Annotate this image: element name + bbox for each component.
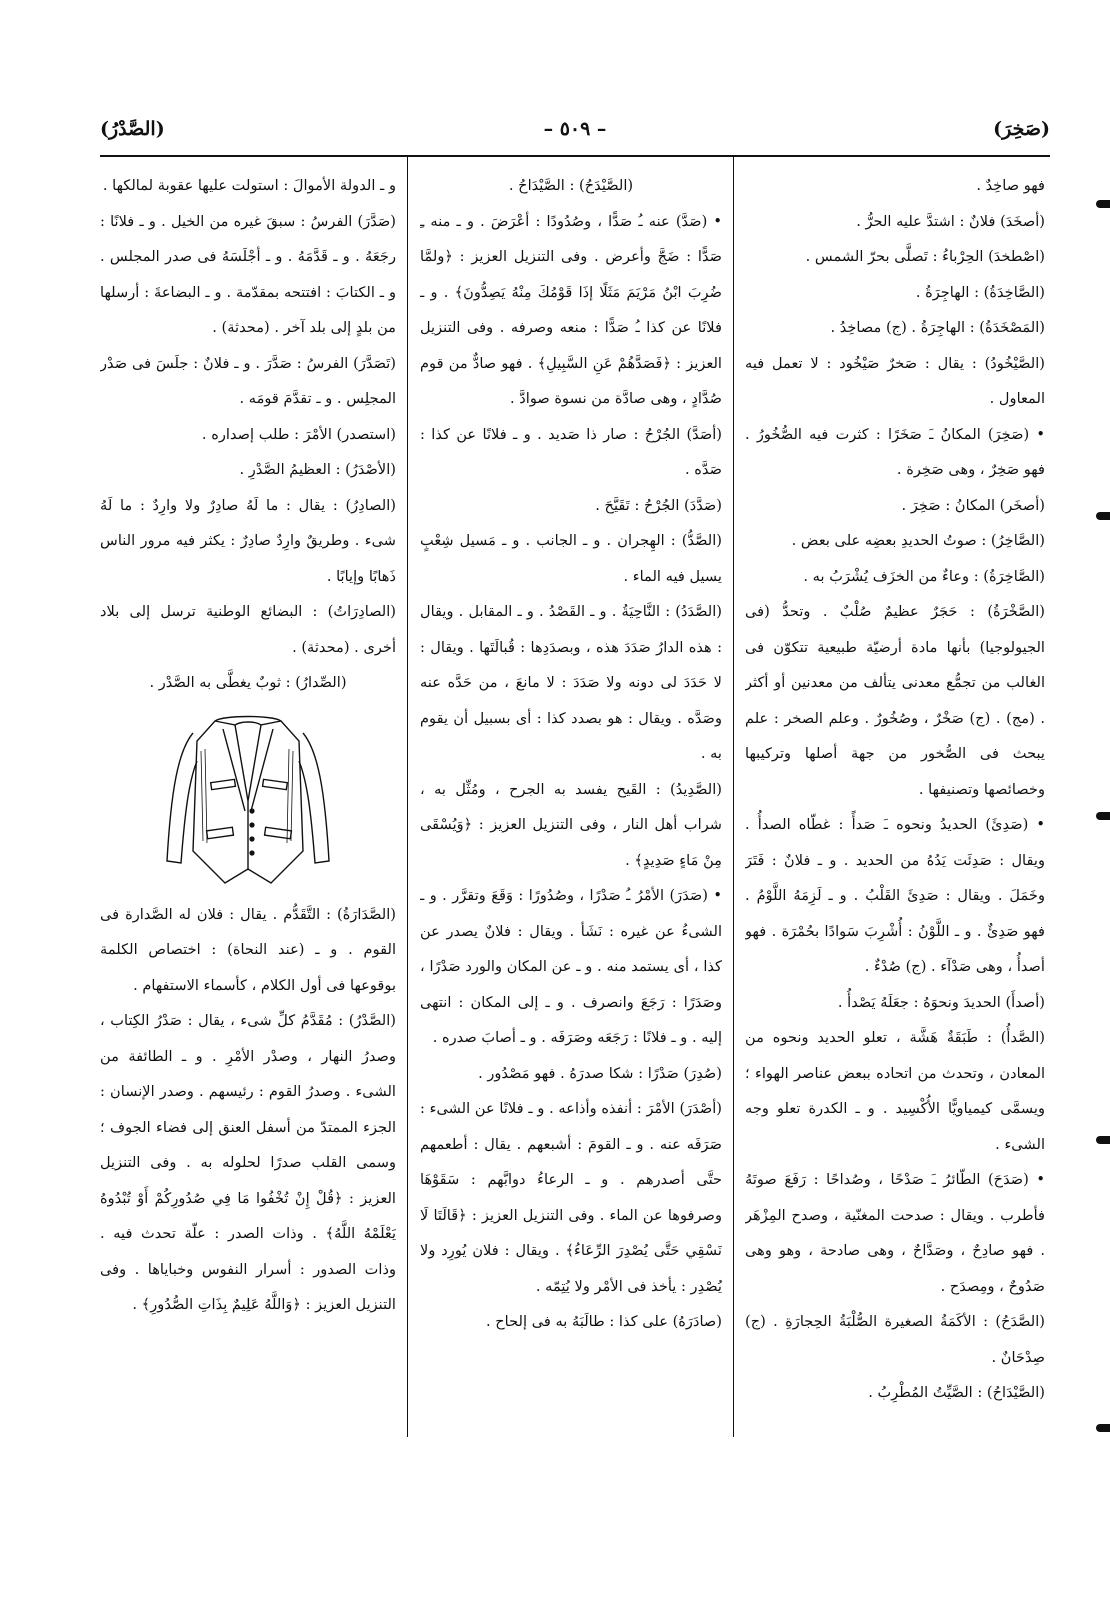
entry: (أصدأَ) الحديدَ ونحوَهُ : جعَلَهُ يَصْدأُ .	[837, 993, 1045, 1011]
entry: (صَدَّرَ) الفرسُ : سبقَ غيره من الخيل . و ـ فلانًا : رجَعَهُ . و ـ قَدَّمَهُ . و ـ أجْلَسَهُ فى صدر المجلس . و ـ الكتابَ : افتتحه بمقدّمة . و ـ البضاعةَ : أرسلها من بلدٍ إلى بلد آخر . (محدثة) .	[100, 212, 396, 336]
column-divider-left	[407, 157, 408, 1437]
entry: (أصْدَرَ) الأمْرَ : أنفذه وأذاعه . و ـ فلانًا عن الشىء : صَرَفَه عنه . و ـ القومَ : أشبعهم . يقال : أطعمهم حتَّى أصدرهم . و ـ الرعاءُ دوابَّهم : سَقَوْهَا وصرفوها عن الماء . وفى التنزيل العزيز : ﴿قَالَتَا لَا نَسْقِي حَتَّى يُصْدِرَ الرِّعَاءُ﴾ . ويقال : فلان يُورِد ولا يُصْدِر : يأخذ فى الأمْر ولا يُتِمّه .	[420, 1100, 722, 1295]
entry: (الصَّيْخُودُ) : يقال : صَخرٌ صَيْخُود : لا تعمل فيه المعاول .	[745, 354, 1045, 407]
entry: (الصَّاخِدَةُ) : الهاجِرَةُ .	[915, 283, 1045, 301]
entry: فهو صاخِدٌ .	[976, 177, 1045, 194]
entry: (الصَّدأُ) : طَبَقَةٌ هَشَّة ، تعلو الحديد ونحوه من المعادن ، وتحدث من اتحاده ببعض عناصر الهواء ؛ ويسمَّى كيمياويًّا الأُكْسِيد . و ـ الكدرة تعلو وجه الشىء .	[745, 1029, 1045, 1153]
header-left-keyword: (الصَّدْرُ)	[100, 118, 165, 140]
entry: (الصَّدَارَةُ) : التَّقَدُّم . يقال : فلان له الصَّدارة فى القوم . و ـ (عند النحاة) : اختصاص الكلمة بوقوعها فى أول الكلام ، كأسماء الاستفهام .	[100, 905, 396, 994]
entry: (الصَّيْدَحُ) : الصَّيْدَاحُ .	[508, 177, 634, 194]
entry: • (صَدِئَ) الحديدُ ونحوه ـَ صَدأً : غطّاه الصدأُ . ويقال : صَدِئَت يَدُهُ من الحديد . و ـ فلانٌ : فَتَرَ وخَمَلَ . ويقال : صَدِئَ القَلْبُ . و ـ لَزِمَهُ اللَّوْمُ . فهو صَدِئٌ . و ـ اللَّوْنُ : أُشْرِبَ سَوادًا بحُمْرَة . فهو أصدأُ ، وهى صَدْآء . (ج) صُدْءٌ .	[745, 816, 1045, 975]
entry: • (صَدَحَ) الطّائرُ ـَ صَدْحًا ، وصُداحًا : رَفَعَ صوتَهُ فأطرب . ويقال : صدحت المغنّية ، وصدح المِزْهَر . فهو صادِحٌ ، وصَدَّاحٌ ، وهى صادحة ، وهو وهى صَدُوحٌ ، ومِصدَح .	[745, 1171, 1045, 1295]
page-header	[100, 112, 1050, 152]
entry: (الصَّدَحُ) : الأكَمَةُ الصغيرة الصُّلْبَةُ الحِجارَةِ . (ج) صِدْحَانٌ .	[745, 1313, 1045, 1366]
entry: (المَصْخَدَةُ) : الهاجِرَةُ . (ج) مصاخِدُ .	[830, 319, 1045, 336]
entry: (الصَّدَدُ) : النَّاحِيَةُ . و ـ القَصْدُ . و ـ المقابل . ويقال : هذه الدارُ صَدَدَ هذه ، وبصدَدِها : قُبالَتَها . ويقال : لا حَدَدَ لى دونه ولا صَدَدَ : لا مانعَ ، من حَدَّه عنه وصَدَّه . ويقال : هو بصدد كذا : أى بسبيل أن يقوم به .	[420, 603, 722, 762]
header-right-keyword: (صَخِرَ)	[993, 118, 1050, 140]
scan-mark	[1096, 812, 1110, 820]
entry: (اصْطخدَ) الحِرْباءُ : تَصلَّى بحرّ الشمس .	[805, 248, 1045, 265]
entry: (الصَّدْرُ) : مُقَدَّمُ كلِّ شىء ، يقال : صَدْرُ الكِتاب ، وصدرُ النهار ، وصدْر الأمْرِ . و ـ الطائفة من الشىء . وصدرُ القوم : رئيسهم . وصدر الإنسان : الجزء الممتدّ من أسفل العنق إلى فضاء الجوف ؛ وسمى القلب صدرًا لحلوله به . وفى التنزيل العزيز : ﴿قُلْ إِنْ تُخْفُوا مَا فِي صُدُورِكُمْ أَوْ تُبْدُوهُ يَعْلَمْهُ اللَّهُ﴾ . وذات الصدر : علّة تحدث فيه . وذات الصدور : أسرار النفوس وخباياها . وفى التنزيل العزيز : ﴿وَاللَّهُ عَلِيمٌ بِذَاتِ الصُّدُورِ﴾ .	[100, 1012, 396, 1313]
entry: (استصدر) الأمْرَ : طلب إصداره .	[201, 425, 396, 443]
entry: (أصخَر) المكانُ : صَخِرَ .	[901, 496, 1045, 514]
entry: (الصِّدارُ) : ثوبٌ يغطَّى به الصَّدْر .	[149, 674, 347, 691]
entry: • (صَدَرَ) الأمْرُ ـُ صَدْرًا ، وصُدُورًا : وَقَعَ وتقرَّر . و ـ الشىءُ عن غيره : نَشَأ . ويقال : فلانٌ يصدر عن كذا ، أى يستمد منه . و ـ عن المكان والورد صَدْرًا ، وصَدَرًا : رَجَعَ وانصرف . و ـ إلى المكان : انتهى إليه . و ـ فلانًا : رَجَعَه وصَرَفَه . و ـ أصابَ صدره .	[420, 887, 722, 1046]
scan-mark	[1096, 1136, 1110, 1144]
entry: (الصَّيْدَاحُ) : الصَّيِّتُ المُطْرِبُ .	[868, 1384, 1045, 1401]
entry: (صَدَّدَ) الجُرْحُ : تَقَيَّحَ .	[595, 496, 722, 514]
vest-illustration	[153, 711, 343, 893]
header-rule	[100, 155, 1050, 157]
entry: (الصادِرَاتُ) : البضائع الوطنية ترسل إلى بلاد أخرى . (محدثة) .	[100, 603, 396, 656]
entry: (الصَّاخِرَةُ) : وعاءٌ من الخزَف يُشْرَبُ به .	[803, 567, 1045, 585]
entry: (صُدِرَ) صَدْرًا : شكا صدرَهُ . فهو مَصْدُور .	[478, 1064, 722, 1082]
entry: (أصخَدَ) فلانٌ : اشتدَّ عليه الحرُّ .	[856, 212, 1045, 230]
entry: (الصَّخْرَةُ) : حَجَرٌ عظيمٌ صُلْبٌ . وتحدُّ (فى الجيولوجيا) بأنها مادة أرضيّة طبيعية تتكوّن فى الغالب من تجمُّع معدنى يتألف من معدنين أو أكثر . (مج) . (ج) صَخْرٌ ، وصُخُورٌ . وعلم الصخر : علم يبحث فى الصُّخور من جهة أصلها وتركيبها وخصائصها وتصنيفها .	[745, 603, 1045, 798]
entry: • (صَخِرَ) المكانُ ـَ صَخَرًا : كثرت فيه الصُّخُورُ . فهو صَخِرٌ ، وهى صَخِرة .	[745, 425, 1045, 478]
column-left	[100, 168, 396, 1438]
entry: (الصادِرُ) : يقال : ما لَهُ صادِرٌ ولا وارِدٌ : ما لَهُ شىء . وطريقٌ وارِدٌ صادِرٌ : يكثر فيه مرور الناس ذَهابًا وإيابًا .	[100, 496, 396, 585]
entry: (الأصْدَرُ) : العظيمُ الصَّدْرِ .	[239, 461, 396, 478]
entry: (الصَّدِيدُ) : القَيح يفسد به الجرح ، ومُثِّل به ، شراب أهل النار ، وفى التنزيل العزيز : ﴿وَيُسْقَى مِنْ مَاءٍ صَدِيدٍ﴾ .	[420, 780, 722, 869]
entry: (تَصَدَّرَ) الفرسُ : صَدَّرَ . و ـ فلانٌ : جلَسَ فى صَدْر المجلِس . و ـ تقدَّمَ قومَه .	[100, 354, 396, 407]
column-divider-right	[733, 157, 734, 1437]
vest-icon	[153, 711, 343, 893]
scan-mark	[1096, 200, 1110, 208]
entry: (صادَرَهُ) على كذا : طالَبَهُ به فى إلحاح .	[485, 1313, 722, 1330]
entry: • (صَدَّ) عنه ـُ صَدًّا ، وصُدُودًا : أعْرَضَ . و ـ منه ـِ صَدًّا : ضَجَّ وأعرض . وفى التنزيل العزيز : ﴿ولمَّا ضُرِبَ ابْنُ مَرْيَمَ مَثَلًا إذَا قَوْمُكَ مِنْهُ يَصِدُّونَ﴾ . و ـ فلانًا عن كذا ـُ صَدًّا : منعه وصرفه . وفى التنزيل العزيز : ﴿فَصَدَّهُمْ عَنِ السَّبِيلِ﴾ . فهو صادٌّ من قوم صُدَّادٍ ، وهى صادَّة من نسوة صوادَّ .	[420, 212, 722, 407]
scan-mark	[1096, 512, 1110, 520]
entry: (أصَدَّ) الجُرْحُ : صار ذا صَديد . و ـ فلانًا عن كذا : صَدَّه .	[420, 425, 722, 478]
column-middle	[420, 168, 722, 1438]
scan-mark	[1096, 1424, 1110, 1432]
page-number: – ٥٠٩ –	[543, 118, 607, 140]
entry: (الصَّدُّ) : الهِجران . و ـ الجانب . و ـ مَسيل شِعْبٍ يسيل فيه الماء .	[420, 532, 722, 585]
entry: و ـ الدولة الأموالَ : استولت عليها عقوبة لمالكها .	[102, 177, 396, 194]
column-right	[745, 168, 1045, 1438]
entry: (الصَّاخِرُ) : صوتُ الحديدِ بعضِه على بعض .	[791, 532, 1045, 549]
